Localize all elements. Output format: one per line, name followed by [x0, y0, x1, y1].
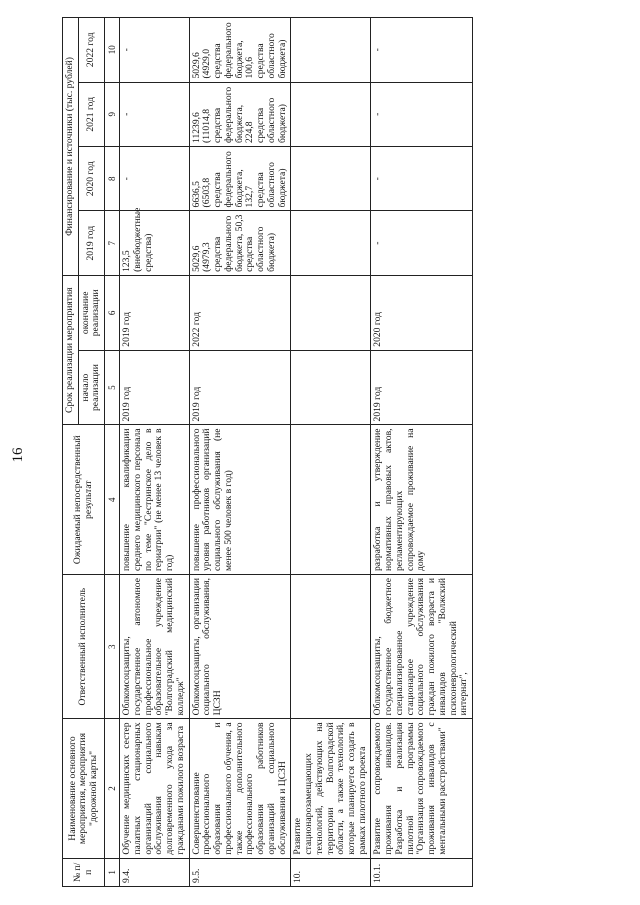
row-funding-2021: - — [120, 82, 189, 146]
row-result: повышение профессионального уровня работников организаций социального обслуживания (не менее 500 человек в год) — [189, 425, 291, 575]
table-row — [371, 18, 473, 887]
row-name: Совершенствование профессионального образования и профессионального обучения, а также дополнительного профессионального образования работников организаций социального обслуживания и ЦСЗН — [189, 719, 291, 858]
header-2021: 2021 год — [78, 82, 104, 146]
row-start — [291, 350, 371, 425]
row-end: 2020 год — [371, 275, 473, 350]
row-funding-2019: 5029,6 (4979,3 средства федерального бюджета, 50,3 средства областного бюджета) — [189, 211, 291, 275]
header-result: Ожидаемый непосредственный результат — [63, 425, 105, 575]
header-period: Срок реализации мероприятия — [63, 275, 79, 425]
row-responsible — [291, 575, 371, 719]
row-num: 10. — [291, 858, 371, 886]
row-num: 9.5. — [189, 858, 291, 886]
table-row — [120, 18, 189, 887]
header-name: Наименование основного мероприятия, мероприятия "дорожной карты" — [63, 719, 105, 858]
col-number: 4 — [105, 425, 120, 575]
row-funding-2021 — [291, 82, 371, 146]
row-funding-2020: - — [120, 147, 189, 211]
row-funding-2022: - — [120, 18, 189, 83]
row-start: 2019 год — [189, 350, 291, 425]
row-end — [291, 275, 371, 350]
header-num: № п/п — [63, 858, 105, 886]
row-funding-2022: 5029,6 (4929,0 средства федерального бюджета, 100,6 средства областного бюджета) — [189, 18, 291, 83]
row-result: разработка и утверждение нормативных правовых актов, регламентирующих сопровождаемое проживание на дому — [371, 425, 473, 575]
row-name: Развитие стационарозамещающих технологий, действующих на территории Волгоградской области, а также технологий, которые планируется создать в рамках пилотного проекта — [291, 719, 371, 858]
col-number: 5 — [105, 350, 120, 425]
row-funding-2019: 123,5 (внебюджетные средства) — [120, 211, 189, 275]
row-funding-2020: - — [371, 147, 473, 211]
header-start: начало реализации — [78, 350, 104, 425]
col-number: 3 — [105, 575, 120, 719]
header-funding: Финансирование и источники (тыс. рублей) — [63, 18, 79, 276]
row-name: Развитие сопровождаемого проживания инвалидов. Разработка и реализация пилотной программы "Организация сопровождаемого проживания инвалидов с ментальными расстройствами" — [371, 719, 473, 858]
row-funding-2021: 11239,6 (11014,8 средства федерального бюджета, 224,8 средства областного бюджета) — [189, 82, 291, 146]
table-row — [189, 18, 291, 887]
row-start: 2019 год — [371, 350, 473, 425]
header-2020: 2020 год — [78, 147, 104, 211]
row-responsible: Облкомсоцзащиты, организации социального обслуживания, ЦСЗН — [189, 575, 291, 719]
col-number: 9 — [105, 82, 120, 146]
row-funding-2020: 6636,5 (6503,8 средства федерального бюджета, 132,7 средства областного бюджета) — [189, 147, 291, 211]
header-row-1 — [63, 18, 79, 887]
col-number: 10 — [105, 18, 120, 83]
column-number-row — [105, 18, 120, 887]
col-number: 8 — [105, 147, 120, 211]
table-row — [291, 18, 371, 887]
row-responsible: Облкомсоцзащиты, государственное автономное профессиональное образовательное учреждение "Волгоградский медицинский колледж" — [120, 575, 189, 719]
col-number: 1 — [105, 858, 120, 886]
row-end: 2022 год — [189, 275, 291, 350]
row-start: 2019 год — [120, 350, 189, 425]
row-num: 10.1. — [371, 858, 473, 886]
row-funding-2022 — [291, 18, 371, 83]
roadmap-table — [62, 17, 473, 887]
page-number: 16 — [10, 447, 26, 463]
row-funding-2021: - — [371, 82, 473, 146]
col-number: 7 — [105, 211, 120, 275]
row-responsible: Облкомсоцзащиты, государственное бюджетное специализированное стационарное учреждение социального обслуживания граждан пожилого возраста и инвалидов "Волжский психоневрологический интернат", — [371, 575, 473, 719]
header-2019: 2019 год — [78, 211, 104, 275]
row-funding-2019: - — [371, 211, 473, 275]
row-num: 9.4. — [120, 858, 189, 886]
header-end: окончание реализации — [78, 275, 104, 350]
row-result: повышение квалификации среднего медицинского персонала по теме "Сестринское дело в гериатрии" (не менее 13 человек в год) — [120, 425, 189, 575]
col-number: 2 — [105, 719, 120, 858]
row-funding-2022: - — [371, 18, 473, 83]
col-number: 6 — [105, 275, 120, 350]
row-funding-2019 — [291, 211, 371, 275]
header-responsible: Ответственный исполнитель — [63, 575, 105, 719]
header-2022: 2022 год — [78, 18, 104, 83]
row-name: Обучение медицинских сестер палатных стационарных организаций социального обслуживания навыкам долговременного ухода за гражданами пожилого возраста — [120, 719, 189, 858]
row-end: 2019 год — [120, 275, 189, 350]
row-funding-2020 — [291, 147, 371, 211]
row-result — [291, 425, 371, 575]
